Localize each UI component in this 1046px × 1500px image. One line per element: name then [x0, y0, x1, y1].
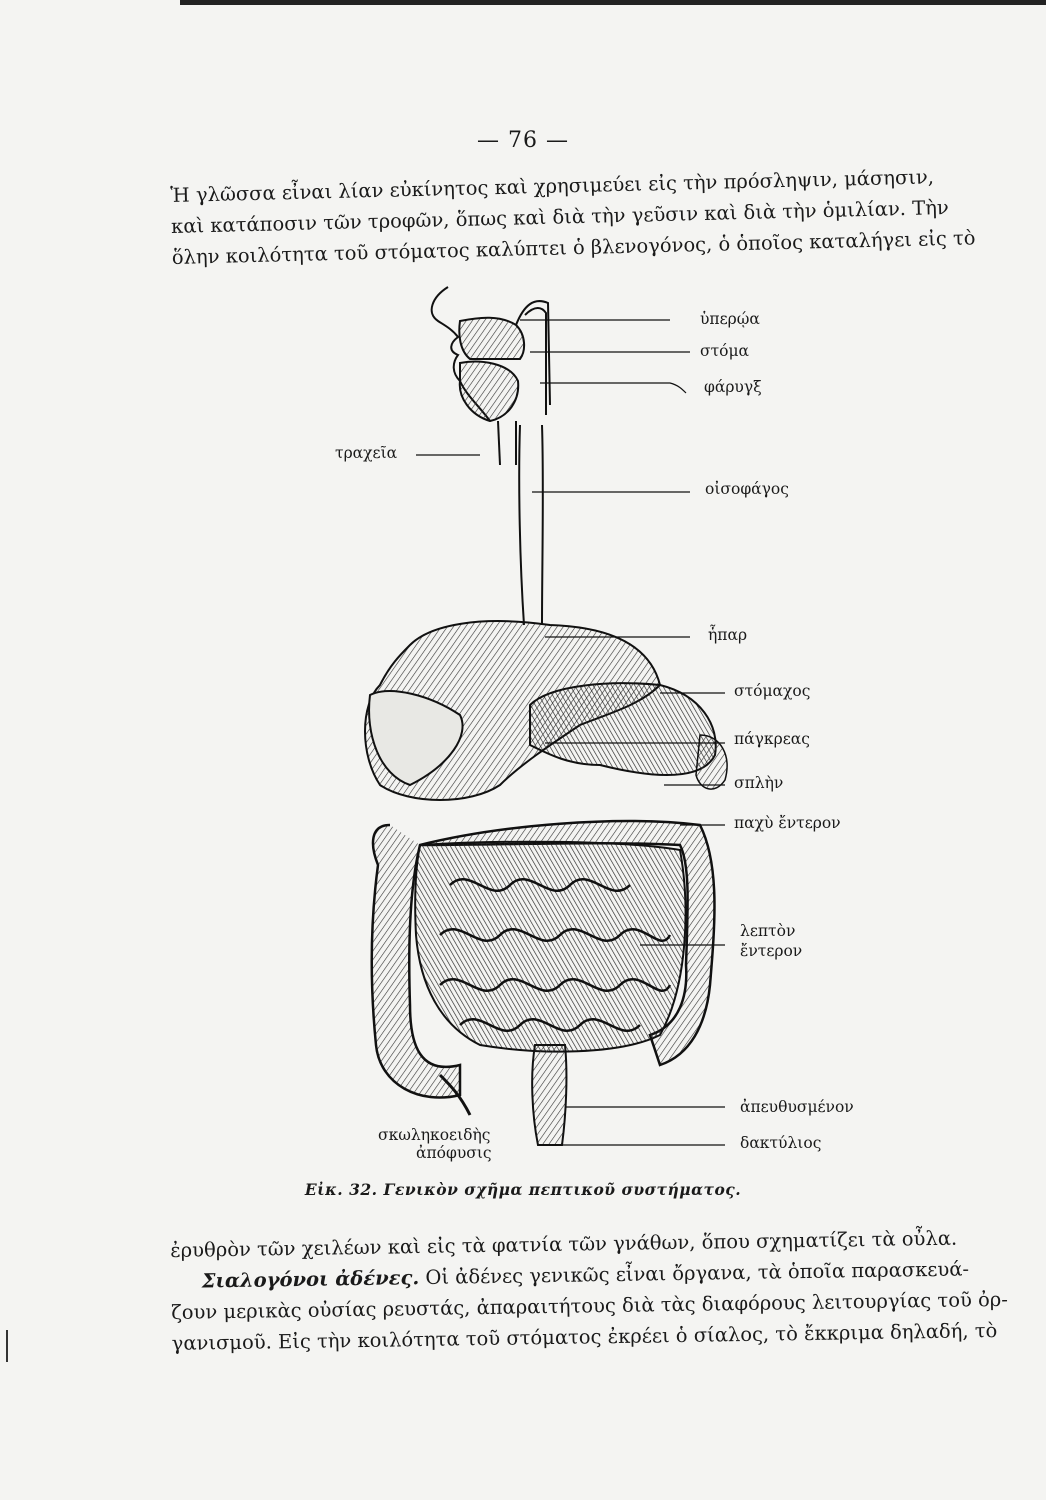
text-segment: Οἱ ἀδένες γενικῶς εἶναι ὄργανα, τὰ ὁποῖα παρασκευά- — [418, 1257, 970, 1290]
paragraph-top — [170, 160, 976, 273]
rectum — [532, 1045, 566, 1145]
stomach — [530, 683, 716, 775]
top-edge-shadow — [180, 0, 1046, 5]
label-skolikoeides-2: ἀπόφυσις — [416, 1144, 492, 1162]
label-pagkreas: πάγκρεας — [734, 730, 810, 748]
text-line: καὶ κατάποσιν τῶν τροφῶν, ὅπως καὶ διὰ τὴν γεῦσιν καὶ διὰ τὴν ὁμιλίαν. Τὴν — [170, 195, 949, 238]
label-skolikoeides-1: σκωληκοειδὴς — [378, 1126, 491, 1144]
label-stomachos: στόμαχος — [734, 682, 811, 700]
head-section — [432, 287, 550, 421]
label-lepton-enteron-1: λεπτὸν — [740, 922, 796, 940]
text-line: ἐρυθρὸν τῶν χειλέων καὶ εἰς τὰ φατνία τῶν γνάθων, ὅπου σχηματίζει τὰ οὖλα. — [170, 1226, 958, 1262]
section-heading: Σιαλογόνοι ἀδένες. — [201, 1266, 420, 1293]
page-number: — 76 — — [477, 128, 569, 153]
label-oisofagos: οἰσοφάγος — [705, 480, 789, 498]
margin-mark — [6, 1330, 8, 1362]
label-hpar: ἧπαρ — [708, 626, 748, 644]
label-hyperoa: ὑπερῴα — [700, 310, 760, 328]
label-tracheia: τραχεῖα — [335, 444, 398, 462]
text-line: γανισμοῦ. Εἰς τὴν κοιλότητα τοῦ στόματος ἐκρέει ὁ σίαλος, τὸ ἔκκριμα δηλαδή, τὸ — [171, 1319, 998, 1355]
text-line: ζουν μερικὰς οὐσίας ρευστάς, ἀπαραιτήτους διὰ τὰς διαφόρους λειτουργίας τοῦ ὀρ- — [171, 1287, 1008, 1324]
label-daktylios: δακτύλιος — [740, 1134, 822, 1152]
label-splin: σπλὴν — [734, 774, 784, 792]
label-pachy-enteron: παχὺ ἔντερον — [734, 814, 841, 832]
label-lepton-enteron-2: ἔντερον — [740, 942, 803, 960]
text-line: ὅλην κοιλότητα τοῦ στόματος καλύπτει ὁ βλενογόνος, ὁ ὁποῖος καταλήγει εἰς τὸ — [171, 226, 976, 269]
paragraph-bottom — [170, 1222, 1008, 1359]
label-stoma: στόμα — [700, 342, 750, 360]
esophagus — [519, 425, 543, 625]
text-line: Ἡ γλῶσσα εἶναι λίαν εὐκίνητος καὶ χρησιμεύει εἰς τὴν πρόσληψιν, μάσησιν, — [170, 165, 935, 207]
trachea — [498, 421, 516, 465]
label-apeuthysmenon: ἀπευθυσμένον — [740, 1098, 854, 1116]
label-pharynx: φάρυγξ — [704, 378, 762, 396]
small-intestine — [415, 842, 685, 1052]
figure-caption: Εἰκ. 32. Γενικὸν σχῆμα πεπτικοῦ συστήματος. — [304, 1180, 742, 1199]
